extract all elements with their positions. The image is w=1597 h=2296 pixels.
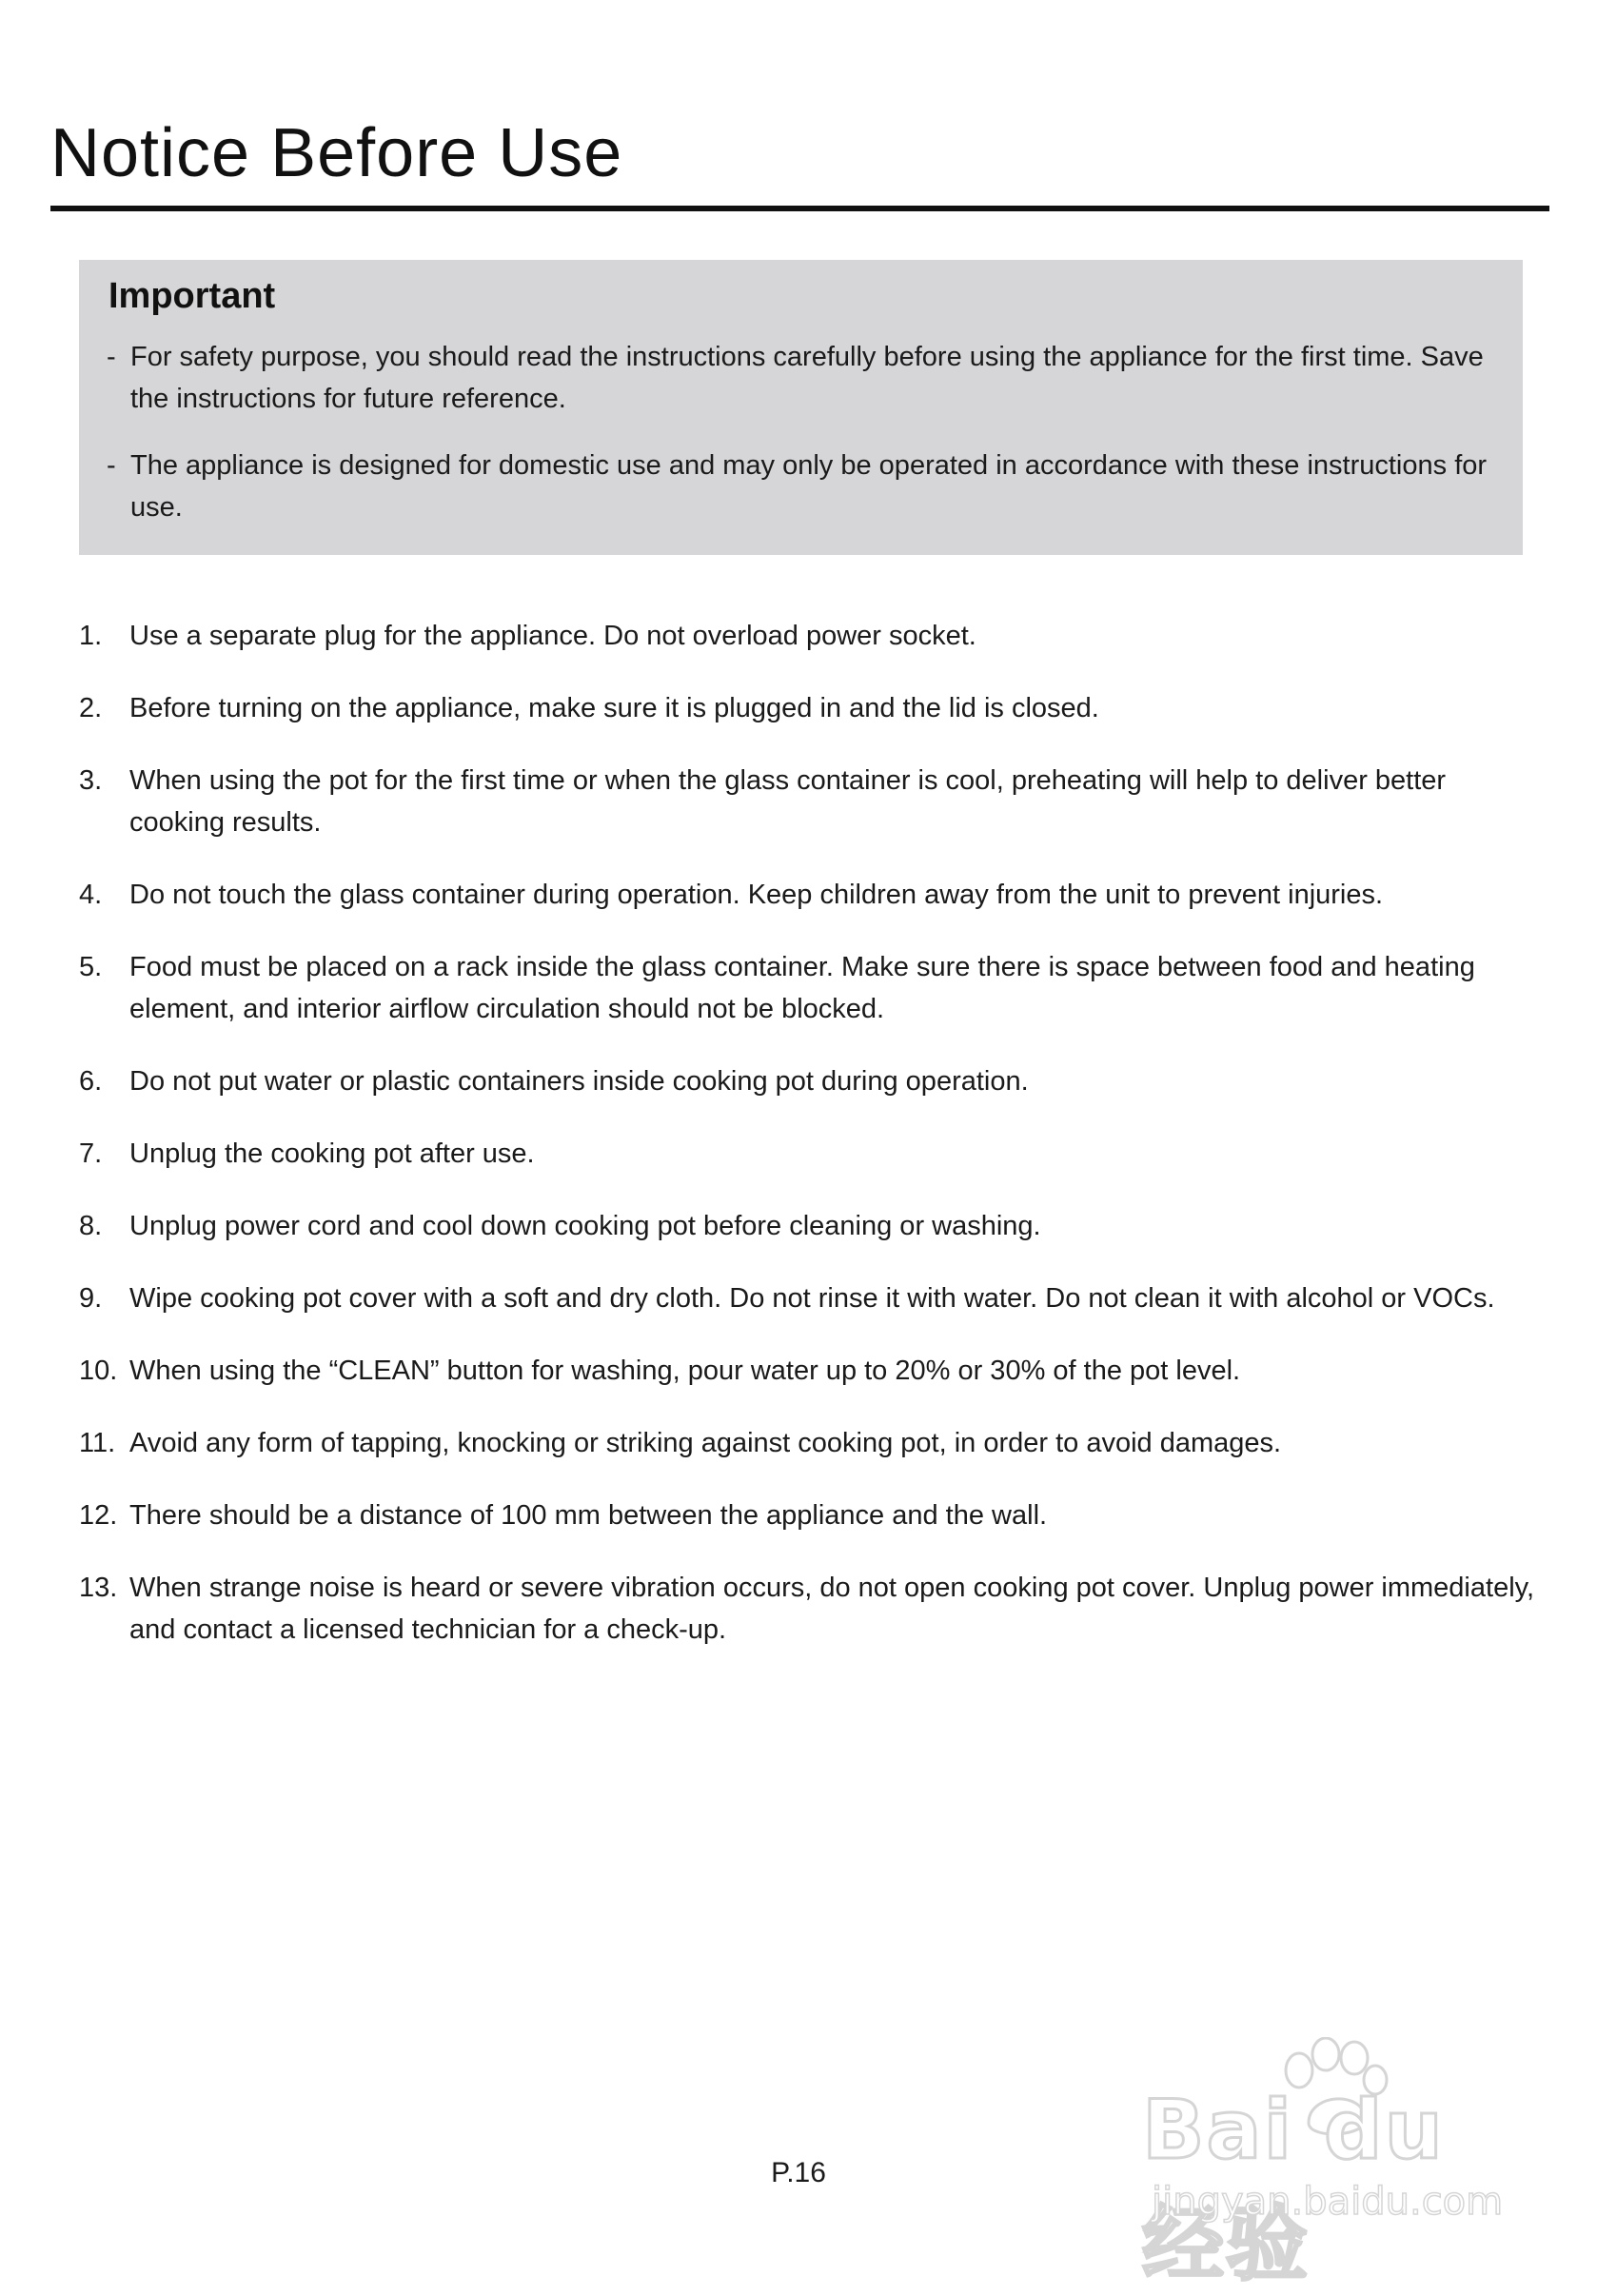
item-text: When using the pot for the first time or when the glass container is cool, preheating will help to deliver better cooking results. [129, 765, 1447, 838]
item-text: When using the “CLEAN” button for washing, pour water up to 20% or 30% of the pot level. [129, 1356, 1241, 1386]
important-item-text: The appliance is designed for domestic use and may only be operated in accordance with these instructions for use. [130, 449, 1488, 523]
item-number: 11. [79, 1428, 116, 1458]
watermark-url: jingyan.baidu.com [1152, 2180, 1504, 2224]
item-text: Unplug power cord and cool down cooking pot before cleaning or washing. [129, 1211, 1041, 1241]
item-number: 7. [79, 1138, 103, 1169]
item-number: 6. [79, 1066, 103, 1097]
list-item [79, 946, 1545, 1030]
list-item [79, 1060, 1545, 1102]
important-item [94, 336, 1491, 420]
list-item [79, 1277, 1545, 1319]
list-item [79, 874, 1545, 916]
item-number: 10. [79, 1356, 118, 1386]
page-number: P.16 [771, 2157, 826, 2188]
important-item-text: For safety purpose, you should read the instructions carefully before using the appliance for the first time. Save the instructions for future reference. [130, 341, 1484, 414]
item-text: Food must be placed on a rack inside the glass container. Make sure there is space between food and heating element, and interior airflow circulation should not be blocked. [129, 952, 1475, 1024]
item-text: Wipe cooking pot cover with a soft and dry cloth. Do not rinse it with water. Do not clean it with alcohol or VOCs. [129, 1283, 1495, 1314]
item-number: 1. [79, 621, 103, 651]
list-item [79, 1494, 1545, 1536]
item-number: 4. [79, 880, 103, 910]
item-text: Use a separate plug for the appliance. Do not overload power socket. [129, 621, 976, 651]
page-title: Notice Before Use [50, 115, 623, 191]
item-text: Do not put water or plastic containers inside cooking pot during operation. [129, 1066, 1029, 1097]
list-item [79, 1133, 1545, 1175]
list-item [79, 1422, 1545, 1464]
item-text: Unplug the cooking pot after use. [129, 1138, 535, 1169]
item-number: 8. [79, 1211, 103, 1241]
item-text: When strange noise is heard or severe vibration occurs, do not open cooking pot cover. Unplug power immediately, and contact a licensed technician for a check-up. [129, 1573, 1535, 1645]
dash-bullet: - [107, 341, 116, 372]
list-item [79, 1567, 1545, 1651]
list-item [79, 687, 1545, 729]
important-heading: Important [108, 276, 276, 316]
list-item [79, 1205, 1545, 1247]
watermark [1133, 2028, 1532, 2292]
title-divider [50, 206, 1549, 211]
important-item [94, 445, 1491, 528]
item-number: 12. [79, 1500, 118, 1531]
item-number: 9. [79, 1283, 103, 1314]
dash-bullet: - [107, 449, 116, 481]
item-text: There should be a distance of 100 mm between the appliance and the wall. [129, 1500, 1048, 1531]
notice-list [79, 615, 1545, 1681]
list-item [79, 760, 1545, 843]
item-text: Before turning on the appliance, make sure it is plugged in and the lid is closed. [129, 693, 1099, 723]
list-item [79, 615, 1545, 657]
item-number: 2. [79, 693, 103, 723]
important-box [79, 260, 1523, 555]
item-text: Avoid any form of tapping, knocking or striking against cooking pot, in order to avoid damages. [129, 1428, 1282, 1458]
watermark-brand: Bai du 经验 [1142, 2083, 1445, 2292]
item-number: 5. [79, 952, 103, 982]
item-number: 3. [79, 765, 103, 796]
item-text: Do not touch the glass container during operation. Keep children away from the unit to prevent injuries. [129, 880, 1384, 910]
item-number: 13. [79, 1573, 118, 1603]
list-item [79, 1350, 1545, 1392]
